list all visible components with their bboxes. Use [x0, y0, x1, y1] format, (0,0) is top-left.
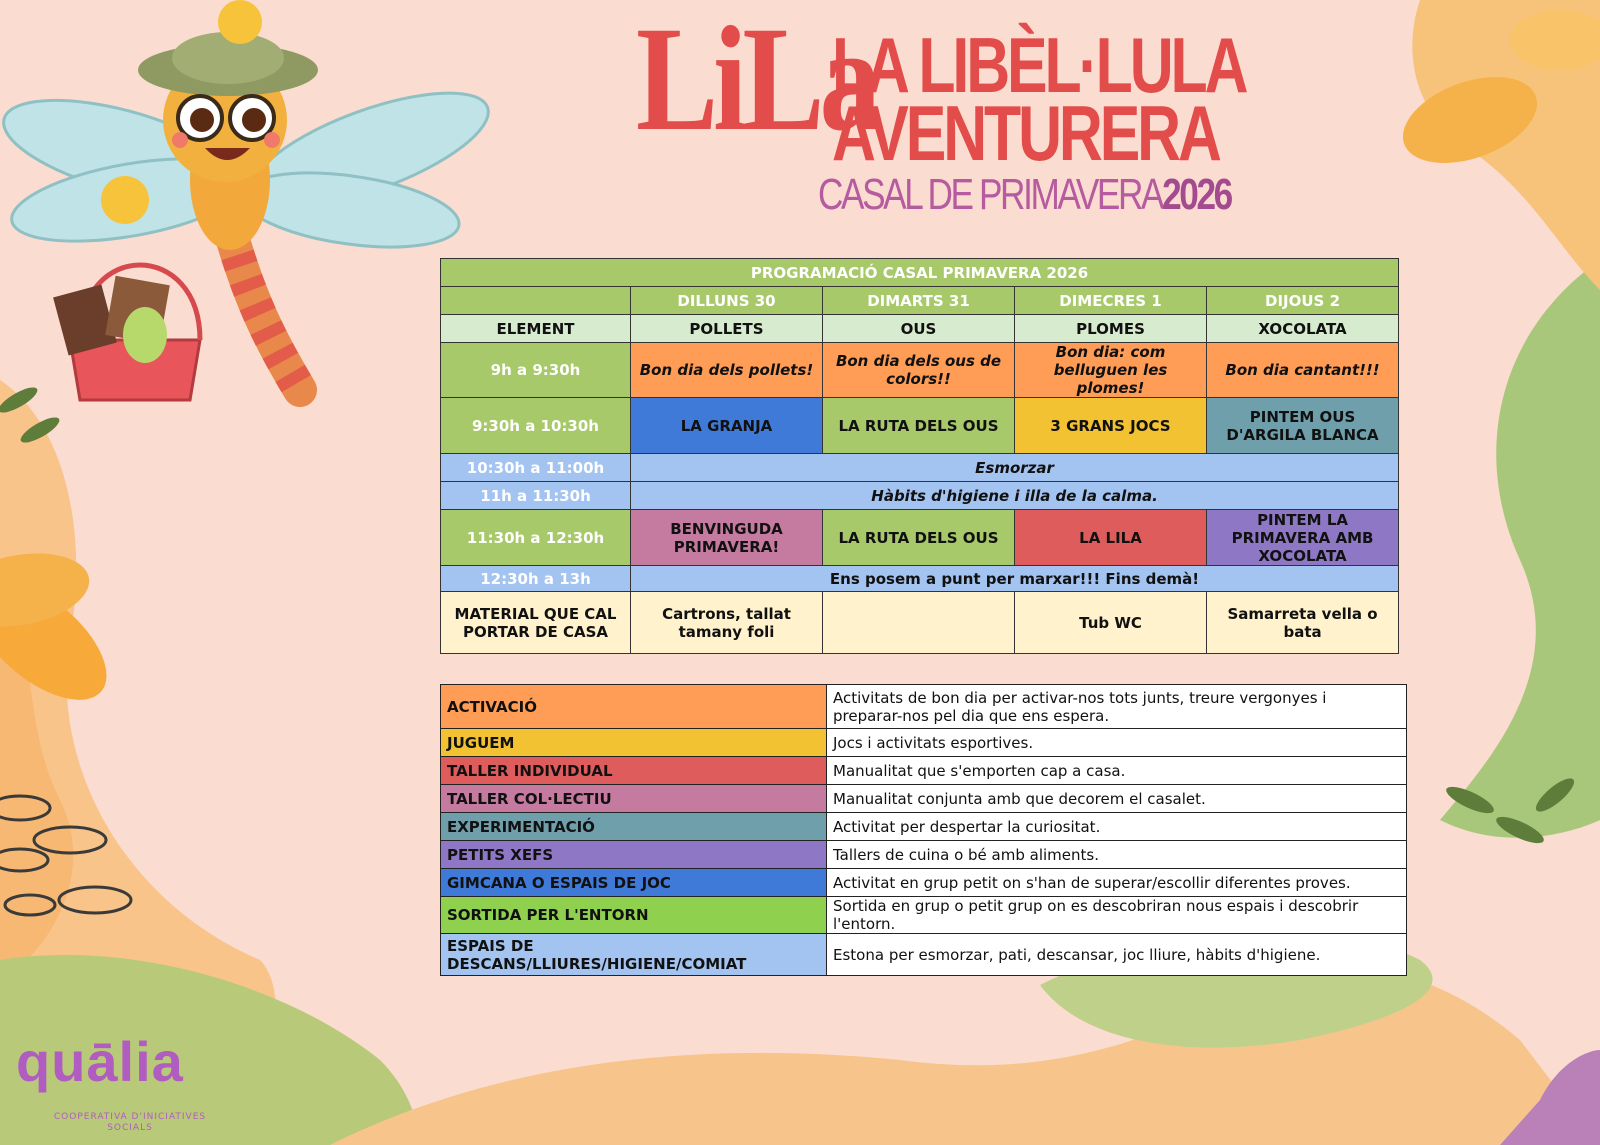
activity-cell: 3 GRANS JOCS	[1015, 398, 1207, 454]
activity-cell: LA GRANJA	[631, 398, 823, 454]
legend-desc: Sortida en grup o petit grup on es descobriran nous espais i descobrir l'entorn.	[827, 897, 1407, 934]
span-activity-cell: Esmorzar	[631, 454, 1399, 482]
time-cell: 12:30h a 13h	[441, 566, 631, 592]
legend-key: ACTIVACIÓ	[441, 685, 827, 729]
span-activity-cell: Ens posem a punt per marxar!!! Fins demà!	[631, 566, 1399, 592]
time-cell: 10:30h a 11:00h	[441, 454, 631, 482]
activity-cell: LA LILA	[1015, 510, 1207, 566]
legend-key: PETITS XEFS	[441, 841, 827, 869]
activity-cell: LA RUTA DELS OUS	[823, 510, 1015, 566]
day-header: DILLUNS 30	[631, 287, 823, 315]
activity-cell: Bon dia dels ous de colors!!	[823, 343, 1015, 398]
material-cell: Tub WC	[1015, 592, 1207, 654]
legend-key: TALLER COL·LECTIU	[441, 785, 827, 813]
lila-logo: LiLa	[636, 0, 877, 162]
legend-key: TALLER INDIVIDUAL	[441, 757, 827, 785]
subtitle-year: 2026	[1162, 170, 1231, 219]
subtitle-text: CASAL DE PRIMAVERA	[818, 170, 1163, 219]
day-header: DIMECRES 1	[1015, 287, 1207, 315]
activity-cell: Bon dia: com belluguen les plomes!	[1015, 343, 1207, 398]
legend-desc: Jocs i activitats esportives.	[827, 729, 1407, 757]
activity-cell: BENVINGUDA PRIMAVERA!	[631, 510, 823, 566]
element-label: ELEMENT	[441, 315, 631, 343]
time-cell: 9:30h a 10:30h	[441, 398, 631, 454]
subtitle	[818, 170, 1231, 220]
element-cell: XOCOLATA	[1207, 315, 1399, 343]
schedule-title: PROGRAMACIÓ CASAL PRIMAVERA 2026	[441, 259, 1399, 287]
qualia-tagline: COOPERATIVA D'INICIATIVES SOCIALS	[53, 1112, 207, 1133]
activity-cell: Bon dia dels pollets!	[631, 343, 823, 398]
element-cell: OUS	[823, 315, 1015, 343]
element-cell: POLLETS	[631, 315, 823, 343]
legend-key: EXPERIMENTACIÓ	[441, 813, 827, 841]
qualia-logo: quālia	[16, 1030, 184, 1093]
day-header: DIJOUS 2	[1207, 287, 1399, 315]
time-cell: 9h a 9:30h	[441, 343, 631, 398]
material-cell: Cartrons, tallat tamany foli	[631, 592, 823, 654]
material-label: MATERIAL QUE CAL PORTAR DE CASA	[441, 592, 631, 654]
legend-table	[440, 684, 1407, 976]
corner-cell	[441, 287, 631, 315]
legend-desc: Activitat per despertar la curiositat.	[827, 813, 1407, 841]
span-activity-cell: Hàbits d'higiene i illa de la calma.	[631, 482, 1399, 510]
schedule-table	[440, 258, 1399, 654]
legend-desc: Activitats de bon dia per activar-nos tots junts, treure vergonyes i preparar-nos pel dia que ens espera.	[827, 685, 1407, 729]
legend-desc: Tallers de cuina o bé amb aliments.	[827, 841, 1407, 869]
activity-cell: PINTEM OUS D'ARGILA BLANCA	[1207, 398, 1399, 454]
dragonfly-illustration	[0, 0, 500, 420]
legend-desc: Activitat en grup petit on s'han de superar/escollir diferentes proves.	[827, 869, 1407, 897]
legend-key: SORTIDA PER L'ENTORN	[441, 897, 827, 934]
activity-cell: PINTEM LA PRIMAVERA AMB XOCOLATA	[1207, 510, 1399, 566]
material-cell	[823, 592, 1015, 654]
legend-desc: Manualitat conjunta amb que decorem el casalet.	[827, 785, 1407, 813]
title-line-1: LA LIBÈL·LULA	[832, 21, 1246, 109]
element-cell: PLOMES	[1015, 315, 1207, 343]
legend-desc: Manualitat que s'emporten cap a casa.	[827, 757, 1407, 785]
material-cell: Samarreta vella o bata	[1207, 592, 1399, 654]
legend-key: GIMCANA O ESPAIS DE JOC	[441, 869, 827, 897]
legend-desc: Estona per esmorzar, pati, descansar, joc lliure, hàbits d'higiene.	[827, 934, 1407, 976]
activity-cell: Bon dia cantant!!!	[1207, 343, 1399, 398]
activity-cell: LA RUTA DELS OUS	[823, 398, 1015, 454]
day-header: DIMARTS 31	[823, 287, 1015, 315]
legend-key: JUGUEM	[441, 729, 827, 757]
time-cell: 11h a 11:30h	[441, 482, 631, 510]
title-line-2: AVENTURERA	[832, 89, 1219, 177]
time-cell: 11:30h a 12:30h	[441, 510, 631, 566]
legend-key: ESPAIS DE DESCANS/LLIURES/HIGIENE/COMIAT	[441, 934, 827, 976]
